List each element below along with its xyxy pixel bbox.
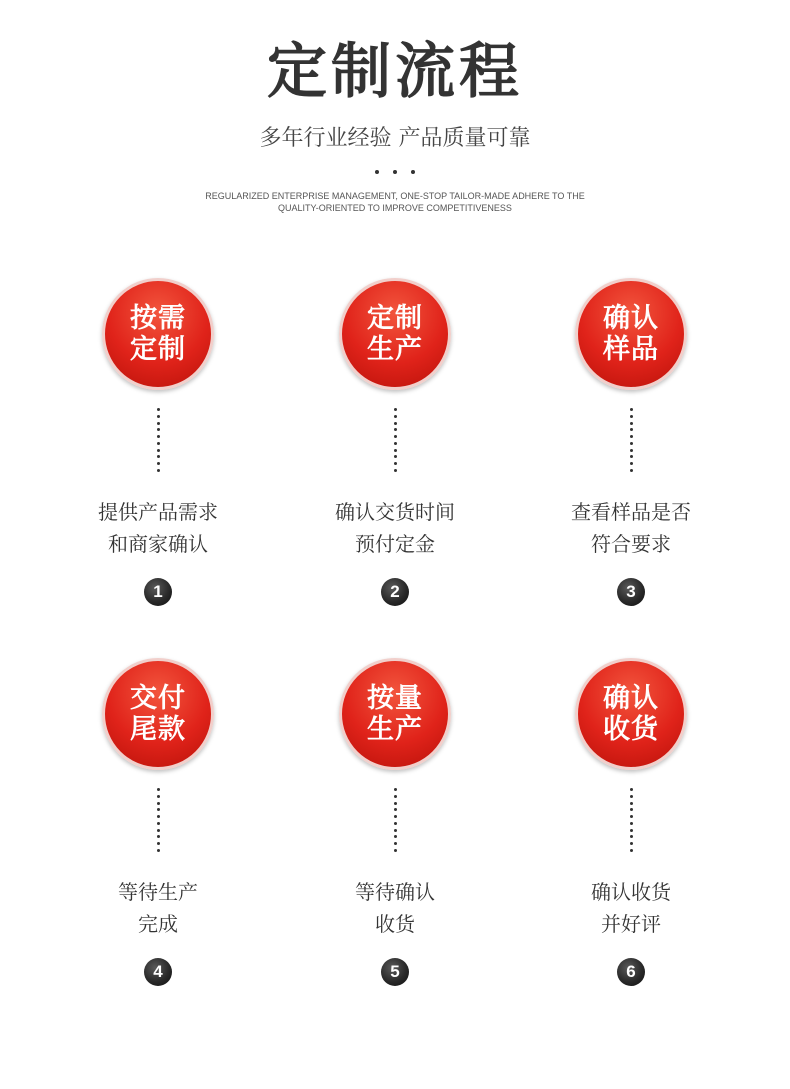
step-description xyxy=(58,496,258,560)
step-number-badge: 3 xyxy=(617,578,645,606)
step-circle xyxy=(102,278,214,390)
step-number-badge: 5 xyxy=(381,958,409,986)
step-circle xyxy=(102,658,214,770)
step-desc-line2: 预付定金 xyxy=(355,532,435,556)
step-circle xyxy=(339,658,451,770)
step-number-badge: 6 xyxy=(617,958,645,986)
step-title-line2: 样品 xyxy=(603,334,659,365)
english-tagline-line1: REGULARIZED ENTERPRISE MANAGEMENT, ONE-STOP TAILOR-MADE ADHERE TO THE xyxy=(205,191,585,201)
page-subtitle: 多年行业经验 产品质量可靠 xyxy=(259,126,531,151)
step-title-line1: 确认 xyxy=(603,683,659,714)
english-tagline xyxy=(195,190,595,214)
step-desc-line1: 等待生产 xyxy=(118,880,198,904)
step-number-badge: 4 xyxy=(144,958,172,986)
step-desc-line2: 并好评 xyxy=(601,912,661,936)
connector-dots xyxy=(156,408,160,472)
step-title-line2: 生产 xyxy=(367,714,423,745)
page-title: 定制流程 xyxy=(267,37,523,107)
step-desc-line2: 和商家确认 xyxy=(108,532,208,556)
connector-dots xyxy=(629,788,633,852)
connector-dots xyxy=(629,408,633,472)
step-desc-line1: 提供产品需求 xyxy=(98,500,218,524)
ellipsis-decoration xyxy=(375,170,415,176)
step-desc-line2: 完成 xyxy=(138,912,178,936)
step-title-line1: 定制 xyxy=(367,303,423,334)
step-description xyxy=(531,876,731,940)
step-circle xyxy=(575,278,687,390)
step-desc-line1: 确认收货 xyxy=(591,880,671,904)
step-desc-line2: 符合要求 xyxy=(591,532,671,556)
step-title-line1: 按需 xyxy=(130,303,186,334)
step-title-line1: 确认 xyxy=(603,303,659,334)
connector-dots xyxy=(156,788,160,852)
step-title-line2: 尾款 xyxy=(130,714,186,745)
step-title-line1: 按量 xyxy=(367,683,423,714)
step-desc-line1: 等待确认 xyxy=(355,880,435,904)
step-desc-line1: 确认交货时间 xyxy=(335,500,455,524)
step-circle xyxy=(339,278,451,390)
step-title-line2: 定制 xyxy=(130,334,186,365)
english-tagline-line2: QUALITY-ORIENTED TO IMPROVE COMPETITIVENESS xyxy=(278,203,512,213)
step-description xyxy=(531,496,731,560)
step-desc-line1: 查看样品是否 xyxy=(571,500,691,524)
connector-dots xyxy=(393,788,397,852)
step-desc-line2: 收货 xyxy=(375,912,415,936)
step-description xyxy=(295,496,495,560)
step-title-line2: 收货 xyxy=(603,714,659,745)
step-description xyxy=(58,876,258,940)
step-number-badge: 1 xyxy=(144,578,172,606)
step-description xyxy=(295,876,495,940)
step-title-line1: 交付 xyxy=(130,683,186,714)
connector-dots xyxy=(393,408,397,472)
step-number-badge: 2 xyxy=(381,578,409,606)
step-circle xyxy=(575,658,687,770)
step-title-line2: 生产 xyxy=(367,334,423,365)
